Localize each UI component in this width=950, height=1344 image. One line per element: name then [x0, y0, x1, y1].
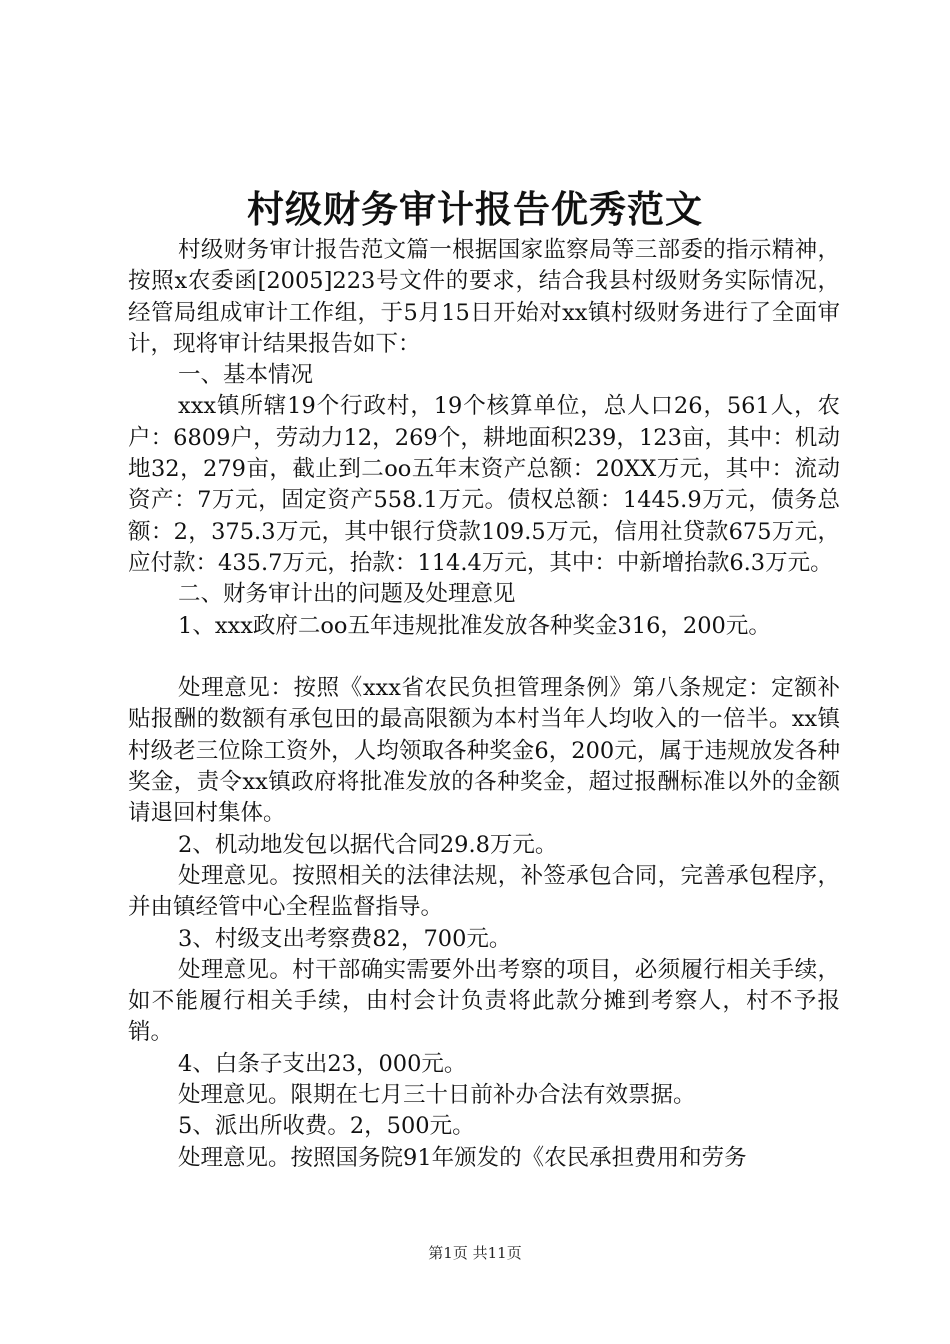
issue-resolution-4: 处理意见。限期在七月三十日前补办合法有效票据。 — [178, 1082, 696, 1109]
paragraph-intro: 村级财务审计报告范文篇一根据国家监察局等三部委的指示精神，按照x农委函[2005]223号文件的要求，结合我县村级财务实际情况，经管局组成审计工作组，于5月15日开始对xx镇村级财务进行了全面审计，现将审计结果报告如下： — [128, 237, 840, 357]
document-body — [128, 235, 840, 1174]
section-heading-basic-info: 一、基本情况 — [178, 362, 314, 389]
issue-resolution-2: 处理意见。按照相关的法律法规，补签承包合同，完善承包程序，并由镇经管中心全程监督指导。 — [128, 862, 840, 921]
issue-item-4: 4、白条子支出23，000元。 — [178, 1050, 467, 1077]
issue-item-1: 1、xxx政府二oo五年违规批准发放各种奖金316，200元。 — [178, 612, 771, 639]
document-title: 村级财务审计报告优秀范文 — [247, 187, 703, 231]
issue-item-2: 2、机动地发包以据代合同29.8万元。 — [178, 831, 558, 858]
section-heading-issues: 二、财务审计出的问题及处理意见 — [178, 581, 516, 608]
issue-resolution-5: 处理意见。按照国务院91年颁发的《农民承担费用和劳务 — [178, 1144, 747, 1171]
issue-resolution-3: 处理意见。村干部确实需要外出考察的项目，必须履行相关手续，如不能履行相关手续，由村会计负责将此款分摊到考察人，村不予报销。 — [128, 956, 840, 1046]
paragraph-basic-info: xxx镇所辖19个行政村，19个核算单位，总人口26，561人，农户：6809户，劳动力12，269个，耕地面积239，123亩，其中：机动地32，279亩，截止到二oo五年末资产总额：20XX万元，其中：流动资产：7万元，固定资产558.1万元。债权总额：1445.9万元，债务总额：2，375.3万元，其中银行贷款109.5万元，信用社贷款675万元，应付款：435.7万元，抬款：114.4万元，其中：中新增抬款6.3万元。 — [128, 393, 840, 576]
page-footer: 第1页 共11页 — [428, 1244, 522, 1262]
issue-item-5: 5、派出所收费。2，500元。 — [178, 1113, 475, 1140]
issue-resolution-1: 处理意见：按照《xxx省农民负担管理条例》第八条规定：定额补贴报酬的数额有承包田的最高限额为本村当年人均收入的一倍半。xx镇村级老三位除工资外，人均领取各种奖金6，200元，属于违规放发各种奖金，责令xx镇政府将批准发放的各种奖金，超过报酬标准以外的金额请退回村集体。 — [128, 675, 840, 827]
blank-line — [128, 642, 840, 673]
issue-item-3: 3、村级支出考察费82，700元。 — [178, 925, 512, 952]
